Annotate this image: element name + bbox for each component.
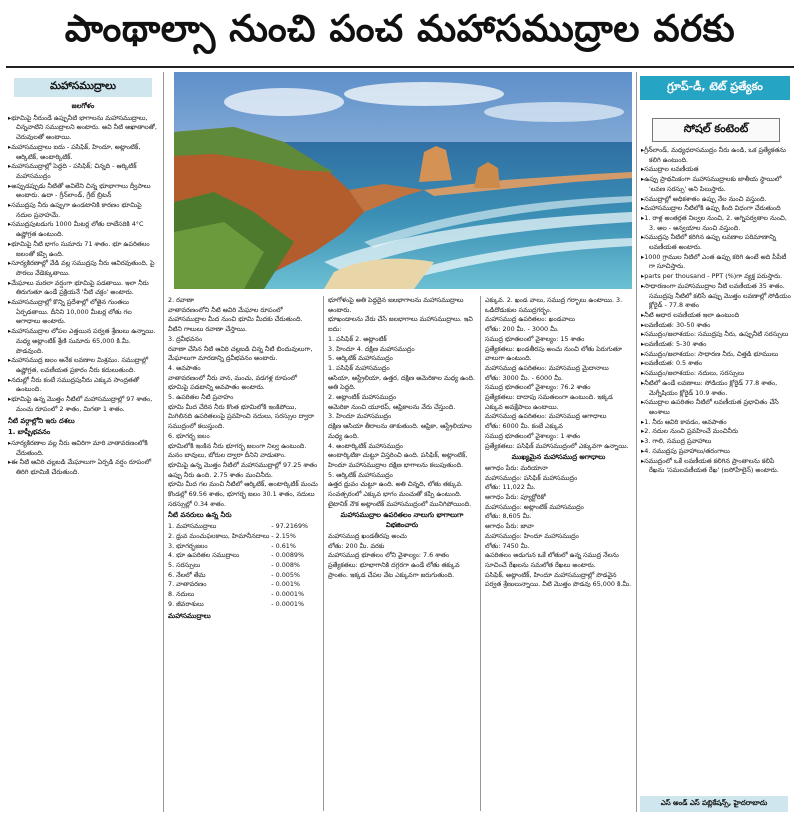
subhead-hydrosphere: జలగోళం: [71, 102, 95, 110]
paragraph: ▸ సముద్రాల్లో అధికశాతం ఉప్పు నేల నుంచి వస్తుంది.: [641, 195, 791, 205]
paragraph: ▸ 2. నదుల నుంచి ప్రవహించే మంచినీరు: [641, 427, 791, 437]
paragraph: లోతు: 200 మీ. - 3000 మీ.: [485, 325, 559, 334]
paragraph: భూఖండాలను వేరు చేసే జలభాగాలు మహాసముద్రాలు. ఇవి ఐదు:: [328, 315, 473, 334]
paragraph: 2. రవాణా: [168, 296, 195, 304]
paragraph: ▸ లవణీయత: 30-50 శాతం: [641, 321, 791, 331]
paragraph: ఎక్కువ. 2. ఖండ వాలు, సముద్ర గర్భాలు ఉంటాయి. 3. ఒడిదొడుకుల సముద్రగర్భం.: [485, 296, 623, 314]
list-cell: - 0.0001%: [271, 590, 305, 599]
list-row: [168, 551, 310, 561]
paragraph: దక్షిణ ఆసియా తీరాలను తాకుతుంది. ఆఫ్రికా, ఆస్ట్రేలియాల మధ్య ఉంది.: [328, 422, 472, 440]
column-2: [168, 296, 318, 812]
paragraph: ▸ 3. గాలి, సముద్ర ప్రవాహాలు: [641, 437, 791, 447]
paragraph: భూమిపై ఉన్న మొత్తం నీటిలో మహాసముద్రాల్లో 97.25 శాతం ఉప్పు నీరు ఉంది. 2.75 శాతం మంచినీరు.: [168, 460, 318, 479]
paragraph: లోతు: 8,605 మీ.: [485, 512, 532, 521]
paragraph: ▸ సముద్రపు నీరు ఉప్పుగా ఉండటానికి కారణం భూమిపై నదుల ప్రవాహమే.: [8, 201, 158, 220]
paragraph: 6. భూగర్భ జలం: [168, 431, 210, 440]
column-1: [8, 100, 158, 812]
paragraph: ప్రత్యేకతలు: పసిఫిక్ మహాసముద్రంలో ఎక్కువగా ఉన్నాయి.: [485, 441, 629, 450]
paragraph: ఉపరితలం అడుగున ఒకే లోతులో ఉన్న సముద్ర నేలను సూచించే రేఖలను సమలోత రేఖలు అంటారు.: [485, 551, 619, 569]
list-cell: - 0.001%: [271, 580, 301, 589]
list-cell: - 2.15%: [271, 531, 296, 540]
paragraph: మహాసముద్రం: హిందూ మహాసముద్రం: [485, 531, 579, 540]
list-cell: - 97.2169%: [271, 522, 309, 531]
column-divider: [323, 296, 324, 811]
paragraph: ప్రత్యేకతలు: ఖండతీరపు అంచు నుంచి లోతు పెరుగుతూ వాలుగా ఉంటుంది.: [485, 344, 622, 363]
paragraph: ▸ సూర్యకిరణాల వల్ల నీరు ఆవిరిగా మారి వాతావరణంలోకి చేరుతుంది.: [8, 439, 158, 458]
paragraph: ఆసియా, ఆస్ట్రేలియా, ఉత్తర, దక్షిణ అమెరికాల మధ్య ఉంది. అతి పెద్దది.: [328, 373, 476, 392]
paragraph: 5. ఉపరితల నీటి ప్రవాహం: [168, 393, 234, 402]
list-row: [168, 532, 310, 542]
paragraph: ▸ మేఘాలు మరలా వర్షంగా భూమిపై పడతాయి. ఇలా నీరు తిరుగుతూ ఉండే ప్రక్రియనే 'నీటి చక్రం' అంటారు.: [8, 279, 158, 298]
headline: పాంథాల్సా నుంచి పంచ మహాసముద్రాల వరకు: [64, 7, 736, 50]
paragraph: లోతు: 11,022 మీ.: [485, 483, 536, 492]
paragraph: వాతావరణంలో నీరు వాన, మంచు, వడగళ్ల రూపంలో భూమిపై పడటాన్ని అవపాతం అంటారు.: [168, 373, 298, 392]
paragraph: మహాసముద్రం: అట్లాంటిక్ మహాసముద్రం: [485, 502, 584, 511]
list-cell: - 0.008%: [271, 560, 301, 569]
list-row: [168, 542, 310, 552]
paragraph: 1. పసిఫిక్ 2. అట్లాంటిక్: [328, 334, 387, 343]
paragraph: 3. హిందూ 4. దక్షిణ మహాసముద్రం: [328, 344, 415, 353]
list-cell: 1. మహాసముద్రాలు: [168, 522, 217, 531]
list-cell: 2. ధ్రువ మంచుఫలకాలు, హిమానీనదాలు: [168, 531, 270, 540]
paragraph: భూమిలోకి ఇంకిన నీరు భూగర్భ జలంగా నిల్వ ఉంటుంది. మనం బావులు, బోరుల ద్వారా దీనిని వాడుతాం.: [168, 441, 307, 460]
paragraph: మహాసముద్రం: పసిఫిక్ మహాసముద్రం: [485, 473, 578, 482]
list-row: [168, 600, 310, 610]
paragraph: ▸ సముద్రపుటడుగు 1000 మీటర్ల లోతు దాటేసరికి 4°C ఉష్ణోగ్రత ఉంటుంది.: [8, 220, 158, 239]
paragraph: 4. అంటార్కిటిక్ మహాసముద్రం: [328, 441, 404, 450]
paragraph: ▸ 1000 గ్రాముల నీటిలో ఎంత ఉప్పు కరిగి ఉంటే అది పీపీటీ గా సూచిస్తారు.: [641, 253, 791, 272]
paragraph: లోతు: 7450 మీ.: [485, 541, 530, 550]
water-distribution-list: [168, 522, 310, 609]
paragraph: మహాసముద్ర ఉపరితలం: మహాసముద్ర అగాధాలు: [485, 412, 607, 421]
paragraph: ▸ లవణీయత: 0.5 శాతం: [641, 359, 791, 369]
paragraph: ▸ అప్పుడప్పుడు నీటితో అవిలేని చిన్న భూభాగాలు ద్వీపాలు అంటారు. ఉదా - గ్రీన్‌లాండ్, గ్రేట్ బ్రిటన్: [8, 182, 158, 201]
paragraph: ▸ భూమిపై నీటి భాగం సుమారు 71 శాతం. భూ ఉపరితలం జలంతో కప్పి ఉంది.: [8, 240, 158, 259]
paragraph: రవాణా చేసిన నీటి ఆవిరి చల్లబడి చిన్న నీటి బిందువులుగా, మేఘాలుగా మారడాన్ని ద్రవీభవనం అంటారు.: [168, 344, 313, 363]
paragraph: ప్రత్యేకతలు: భూభాగానికి దగ్గరగా ఉండే లోతు తక్కువ ప్రాంతం. ఇక్కడ చేపల వేట ఎక్కువగా జరుగుతుంది.: [328, 560, 460, 579]
list-row: [168, 571, 310, 581]
paragraph: 5. ఆర్కిటిక్ మహాసముద్రం: [328, 470, 393, 479]
paragraph: 1. పసిఫిక్ మహాసముద్రం: [328, 363, 390, 372]
paragraph: ▸ 1. నీరు ఆవిరి కావడం, అవపాతం: [641, 418, 791, 428]
paragraph: మహాసముద్ర భూతలం లోని వైశాల్యం: 7.6 శాతం: [328, 551, 450, 560]
paragraph: ▸ సాధారణంగా మహాసముద్రాల నీటి లవణీయత 35 శాతం. సముద్రపు నీటిలో కలిసే ఉప్పు మొత్తం లవణాల్లో సోడియం క్లోరైడ్ - 77.8 శాతం: [641, 282, 791, 311]
paragraph: ▸ మహాసముద్రాల లోపల ఎత్తయిన పర్వత శ్రేణులు ఉన్నాయి. మధ్య అట్లాంటిక్ శ్రేణి సుమారు 65,000 కి.మీ. పొడవుంది.: [8, 327, 158, 356]
paragraph: సముద్ర భూతలంలో వైశాల్యం: 1 శాతం: [485, 431, 581, 440]
list-cell: 3. భూగర్భజలం: [168, 541, 208, 550]
paragraph: ▸ భూమిపై ఉన్న మొత్తం నీటిలో మహాసముద్రాల్లో 97 శాతం, మంచు రూపంలో 2 శాతం, మిగతా 1 శాతం.: [8, 395, 158, 414]
paragraph: మహాసముద్ర ఉపరితలం: ఖండవాలు: [485, 315, 575, 324]
paragraph: అగాధం పేరు: మరియానా: [485, 463, 548, 472]
paragraph: ▸ సముద్రం/జలాశయం: నదులు, సరస్సులు: [641, 369, 791, 379]
list-cell: 5. సరస్సులు: [168, 560, 201, 569]
group-d-tet-badge: గ్రూప్-డీ, టెట్ ప్రత్యేకం: [640, 76, 790, 100]
paragraph: సముద్ర భూతలంలో వైశాల్యం: 15 శాతం: [485, 334, 585, 343]
paragraph: ▸ భూమిపై నీరుండే ఉప్పునీటి భాగాలను మహాసముద్రాలు, చిన్నవాటిని సముద్రాలని అంటారు. అవి నీటి అఖాతాలతో, చెరువులతో అంటాయి.: [8, 114, 158, 143]
column-5: [641, 146, 791, 792]
paragraph: మహాసముద్ర ఉపరితలం: మహాసముద్ర మైదానాలు: [485, 363, 609, 372]
paragraph: ▸ సముద్రాల ఉపరితల నీటిలో లవణీయత ప్రభావితం చేసే అంశాలు: [641, 398, 791, 417]
paragraph: మహాసముద్ర ఖండతీరపు అంచు: [328, 531, 407, 540]
list-cell: 7. వాతావరణం: [168, 580, 207, 589]
paragraph: అంటార్కిటికా చుట్టూ విస్తరించి ఉంది. పసిఫిక్, అట్లాంటిక్, హిందూ మహాసముద్రాల దక్షిణ భాగాలను కలుపుతుంది.: [328, 451, 468, 469]
paragraph: ▸ నీటి ఆధార లవణీయత ఇలా ఉంటుంది: [641, 311, 791, 321]
paragraph: వాతావరణంలోని నీటి ఆవిరి మేఘాల రూపంలో మహాసముద్రాల మీద నుంచి భూమి మీదకు చేరుతుంది. వీటిని గాలులు రవాణా చేస్తాయి.: [168, 305, 303, 334]
list-row: [168, 522, 310, 532]
column-divider: [163, 72, 164, 812]
paragraph: ▸ సూర్యకిరణాల్లో వేడి వల్ల సముద్రపు నీరు ఆవిరవుతుంది, పై పొరలు వేడెక్కుతాయి.: [8, 259, 158, 278]
paragraph: ▸ నదుల్లో నీరు కంటే సముద్రపునీరు ఎక్కువ సాంద్రతతో ఉంటుంది.: [8, 376, 158, 395]
list-cell: 9. జీవరాశులు: [168, 599, 204, 608]
paragraph: ▸ సముద్రంలో ఒకే లవణీయత కలిగిన ప్రాంతాలను కలిపే రేఖను 'సమలవణీయత రేఖ' (ఐసోహేలైన్) అంటారు.: [641, 457, 791, 476]
paragraph: అమెరికా నుంచి యూరప్, ఆఫ్రికాలను వేరు చేస్తుంది.: [328, 402, 456, 411]
paragraph: ▸ లవణీయత: 5-30 శాతం: [641, 340, 791, 350]
paragraph: లోతు: 3000 మీ. - 6000 మీ.: [485, 373, 563, 382]
column-divider: [636, 72, 637, 812]
paragraph: ▸ 4. సముద్రపు ప్రవాహాలు/తరంగాలు: [641, 447, 791, 457]
paragraph: ▸ సముద్రం/జలాశయం: సముద్రపు నీరు, ఉప్పునీటి సరస్సులు: [641, 330, 791, 340]
paragraph: ▸ 1. రాళ్ల అంతర్గత నిల్వల నుంచి, 2. అగ్నిపర్వతాల నుంచి, 3. అల - అన్వయాల నుంచి వస్తుంది.: [641, 214, 791, 233]
list-cell: - 0.61%: [271, 541, 296, 550]
paragraph: సముద్ర భూతలంలో వైశాల్యం: 76.2 శాతం: [485, 383, 591, 392]
paragraph: 3. హిందూ మహాసముద్రం: [328, 412, 392, 421]
section-head: 1. బాష్పీభవనం: [8, 428, 51, 437]
paragraph: ▸ parts per thousand - PPT (%)గా వ్యక్త పరుస్తారు.: [641, 272, 791, 282]
paragraph: ▸ మహాసముద్రాల నీటిలోకి ఉప్పు కింది విధంగా చేరుతుంది: [641, 204, 791, 214]
list-cell: 8. నదులు: [168, 590, 195, 599]
paragraph: లోతు: 6000 మీ. కంటే ఎక్కువ: [485, 422, 563, 431]
paragraph: ప్రత్యేకతలు: దాదాపు సమతలంగా ఉంటుంది. ఇక్కడ ఎక్కువ అవక్షేపాలు ఉంటాయి.: [485, 393, 613, 411]
paragraph: ▸ నీటిలో ఉండే లవణాలు: సోడియం క్లోరైడ్ 77.8 శాతం, మెగ్నీషియం క్లోరైడ్ 10.9 శాతం.: [641, 379, 791, 398]
paragraph: ▸ సముద్రపు నీటిలో కరిగిన ఉప్పు లవణాల పరిమాణాన్ని లవణీయత అంటారు.: [641, 233, 791, 252]
paragraph: 3. ద్రవీభవనం: [168, 334, 203, 343]
list-row: [168, 590, 310, 600]
paragraph: భూమి మీద చేరిన నీరు కొంత భూమిలోకి ఇంకిపోయి, మిగిలినది ఉపరితలంపై ప్రవహించి నదులు, సరస్సుల ద్వారా సముద్రంలో కలుస్తుంది.: [168, 402, 315, 431]
paragraph: అగాధం పేరు: ప్యూర్టోరికో: [485, 493, 546, 502]
top-rule: [6, 66, 794, 68]
section-head: నీటి వనరులు ఉన్న నీరు: [168, 511, 232, 520]
column-3: [328, 296, 476, 812]
list-cell: - 0.0089%: [271, 551, 305, 560]
section-label: మహాసముద్రాలు: [14, 78, 152, 97]
coastal-cliffs-photo: [174, 72, 632, 289]
paragraph: భూమి మీద గల మంచి నీటిలో ఆర్కిటిక్, అంటార్కిటిక్ మంచు కొండల్లో 69.56 శాతం, భూగర్భ జలం 30.1 శాతం, నదులు సరస్సుల్లో 0.34 శాతం.: [168, 480, 318, 508]
section-head: నీటి వర్గాల్లోని ఇరు దశలు: [8, 416, 75, 425]
column-divider: [480, 296, 481, 811]
social-content-badge: సోషల్ కంటెంట్: [652, 118, 780, 142]
paragraph: లోతు: 200 మీ. వరకు: [328, 541, 385, 550]
paragraph: భూగోళంపై అతి పెద్దదైన జలభాగాలను మహాసముద్రాలు అంటారు.: [328, 296, 464, 314]
publisher-credit: ఎస్ అండ్ ఎస్ పబ్లికేషన్స్, హైదరాబాదు: [640, 796, 788, 812]
paragraph: ▸ సముద్రం/జలాశయం: సాధారణ నీరు, చిత్తడి భూములు: [641, 350, 791, 360]
list-cell: - 0.0001%: [271, 599, 305, 608]
paragraph: పసిఫిక్, అట్లాంటిక్, హిందూ మహాసముద్రాల్లో పొడవైన పర్వత శ్రేణులున్నాయి. వీటి మొత్తం పొడవు 65,000 కి.మీ.: [485, 570, 632, 589]
paragraph: ▸ మహాసముద్రాలు ఐదు - పసిఫిక్, హిందూ, అట్లాంటిక్, ఆర్కిటిక్, అంటార్కిటిక్.: [8, 143, 158, 162]
paragraph: 2. అట్లాంటిక్ మహాసముద్రం: [328, 393, 397, 402]
list-cell: - 0.005%: [271, 570, 301, 579]
paragraph: ▸ మహాసముద్ర జలం అనేక లవణాల మిశ్రమం. సముద్రాల్లో ఉష్ణోగ్రత, లవణీయత ప్రకారం నీరు కదులుతుంది.: [8, 356, 158, 375]
paragraph: 5. ఆర్కిటిక్ మహాసముద్రం: [328, 354, 393, 363]
paragraph: 4. అవపాతం: [168, 363, 201, 372]
list-row: [168, 580, 310, 590]
section-head: మహాసముద్రాల ఉపరితలం నాలుగు భాగాలుగా విభజించారు: [340, 511, 464, 530]
paragraph: ఉత్తర ధ్రువం చుట్టూ ఉంది. అతి చిన్నది, లోతు తక్కువ. సంవత్సరంలో ఎక్కువ భాగం మంచుతో కప్పి ఉంటుంది.: [328, 480, 464, 499]
list-cell: 6. నేలలో తేమ: [168, 570, 206, 579]
paragraph: ▸ సముద్రాల లవణీయత: [641, 165, 791, 175]
paragraph: ▸ మహాసముద్రాల్లో పెద్దది - పసిఫిక్; చిన్నది - ఆర్కిటిక్ మహాసముద్రం: [8, 162, 158, 181]
section-head: ముఖ్యమైన మహాసముద్ర అగాధాలు: [511, 453, 606, 462]
list-cell: 4. భూ ఉపరితల సముద్రాలు: [168, 551, 240, 560]
section-head: మహాసముద్రాలు: [168, 611, 211, 620]
paragraph: ▸ మహాసముద్రాల్లో కొన్ని ప్రదేశాల్లో లోతైన గుంతలు ఏర్పడతాయి. దీనిని 10,000 మీటర్ల లోతు గల అగాధాలు అంటారు.: [8, 298, 158, 327]
paragraph: ▸ గ్రీన్‌లాండ్, మధ్యధరాసముద్రం నీరు ఉండి, ఒక ప్రత్యేకతను కలిగి ఉంటుంది.: [641, 146, 791, 165]
column-4: [485, 296, 632, 812]
list-row: [168, 561, 310, 571]
paragraph: టైటానిక్ నౌక అట్లాంటిక్ మహాసముద్రంలో మునిగిపోయింది.: [328, 499, 472, 508]
paragraph: అగాధం పేరు: జావా: [485, 522, 534, 531]
paragraph: ▸ ఉప్పు ప్రాథమికంగా మహాసముద్రాలకు జాతీయ స్థాయిలో 'లవణ సరస్సు' అని పిలుస్తారు.: [641, 175, 791, 194]
paragraph: ▸ ఈ నీటి ఆవిరి చల్లబడి మేఘాలుగా ఏర్పడి వర్షం రూపంలో తిరిగి భూమికి చేరుతుంది.: [8, 458, 158, 477]
